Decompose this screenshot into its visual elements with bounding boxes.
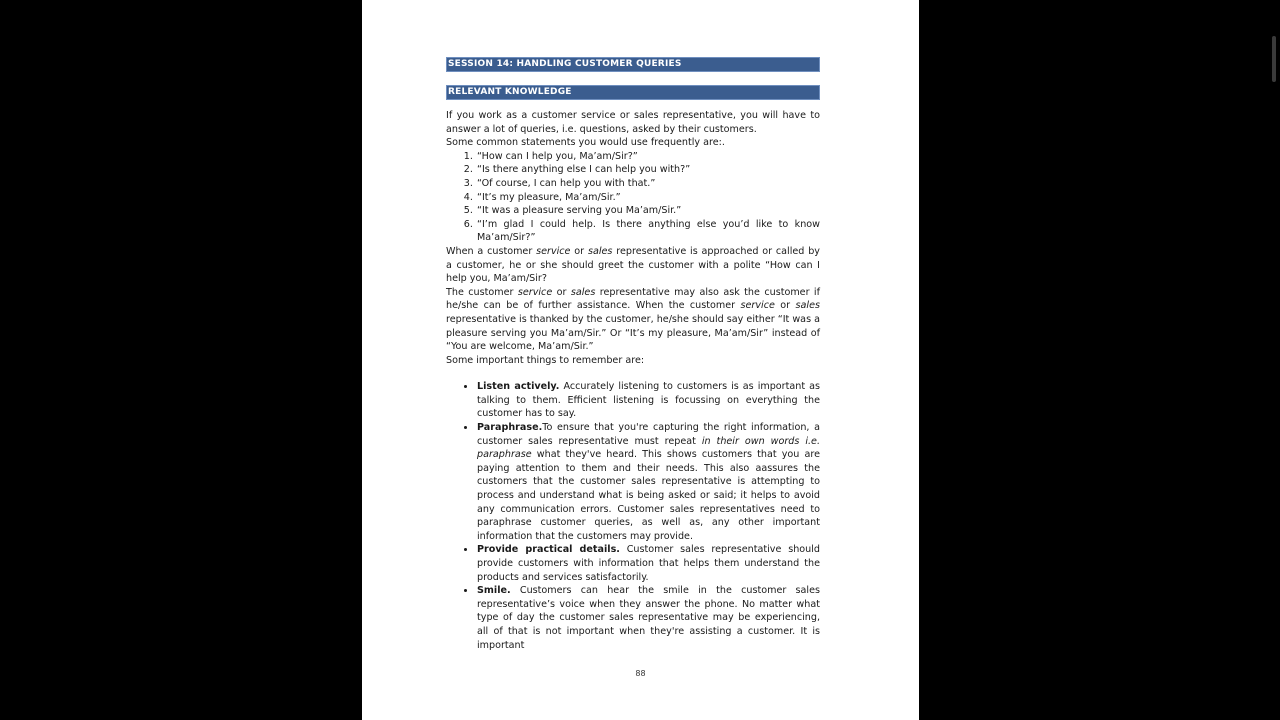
text-run: sales [587, 245, 613, 257]
statement-item: 6. “I’m glad I could help. Is there anything else you’d like to know Ma’am/Sir?” [476, 218, 820, 245]
text-run: sales [570, 286, 596, 298]
statement-item: 5. “It was a pleasure serving you Ma’am/Sir.” [476, 204, 820, 218]
tip-body: what they've heard. This shows customers that you are paying attention to them and their needs. This also aassures the customers that the customer sales representative is attempting to process and understand what is being asked or said; it helps to avoid any communication errors. Customer sales representatives need to paraphrase customer queries, as well as, any other important information that the customers may provide. [477, 449, 820, 542]
text-run: service [536, 245, 571, 257]
session-header: SESSION 14: HANDLING CUSTOMER QUERIES [446, 57, 820, 72]
tip-body: Customers can hear the smile in the customer sales representative’s voice when they answer the phone. No matter what type of day the customer sales representative may be experiencing, all of that is not important when they're assisting a customer. It is important [477, 585, 820, 651]
relevant-knowledge-header: RELEVANT KNOWLEDGE [446, 85, 820, 100]
text-run: representative is thanked by the customer, he/she should say either “It was a pleasure serving you Ma’am/Sir.” Or “It’s my pleasure, Ma’am/Sir” instead of “You are welcome, Ma’am/Sir.” [446, 313, 820, 353]
statement-item: 2. “Is there anything else I can help you with?” [476, 163, 820, 177]
text-run: representative is approached or called by a customer, he or she should greet the customer with a polite “How can I help you, Ma’am/Sir? [446, 245, 820, 285]
greeting-paragraph [446, 245, 820, 286]
tip-listen [476, 380, 820, 421]
statement-item: 3. “Of course, I can help you with that.” [476, 177, 820, 191]
page-content [446, 57, 820, 652]
tip-title: Smile. [477, 585, 511, 597]
tip-body: Customer sales representative should provide customers with information that helps them understand the products and services satisfactorily. [477, 544, 820, 583]
document-page [362, 0, 919, 720]
tip-body: Accurately listening to customers is as important as talking to them. Efficient listening is focussing on everything the customer has to say. [477, 381, 820, 420]
tip-title: Provide practical details. [477, 544, 620, 556]
tip-practical-details [476, 543, 820, 584]
text-run: or [774, 300, 796, 312]
text-run: service [517, 286, 553, 298]
text-run: sales [795, 300, 820, 312]
tips-list [446, 380, 820, 652]
intro-paragraph: If you work as a customer service or sales representative, you will have to answer a lot of queries, i.e. questions, asked by their customers. [446, 110, 820, 135]
scrollbar[interactable] [1271, 0, 1277, 720]
statements-list [446, 150, 820, 245]
tip-body-italic: in their own words i.e. paraphrase [477, 435, 820, 461]
text-run: representative may also ask the customer if he/she can be of further assistance. When the customer [446, 286, 820, 312]
tip-title: Listen actively. [477, 381, 560, 393]
common-statements-intro: Some common statements you would use frequently are:. [446, 137, 725, 149]
scrollbar-thumb[interactable] [1272, 36, 1276, 82]
text-run: or [570, 245, 588, 257]
remember-intro: Some important things to remember are: [446, 354, 645, 366]
spacer [446, 367, 820, 380]
text-run: service [740, 300, 775, 312]
statement-item: 1. “How can I help you, Ma’am/Sir?” [476, 150, 820, 164]
statement-item: 4. “It’s my pleasure, Ma’am/Sir.” [476, 191, 820, 205]
tip-body: To ensure that you're capturing the right information, a customer sales representative must repeat [477, 422, 820, 447]
tip-title: Paraphrase. [477, 422, 543, 434]
tip-smile [476, 584, 820, 652]
page-number: 88 [635, 669, 646, 678]
assistance-paragraph [446, 286, 820, 354]
text-run: The customer [446, 286, 518, 298]
text-run: or [552, 286, 571, 298]
text-run: When a customer [446, 245, 537, 257]
tip-paraphrase [476, 421, 820, 543]
